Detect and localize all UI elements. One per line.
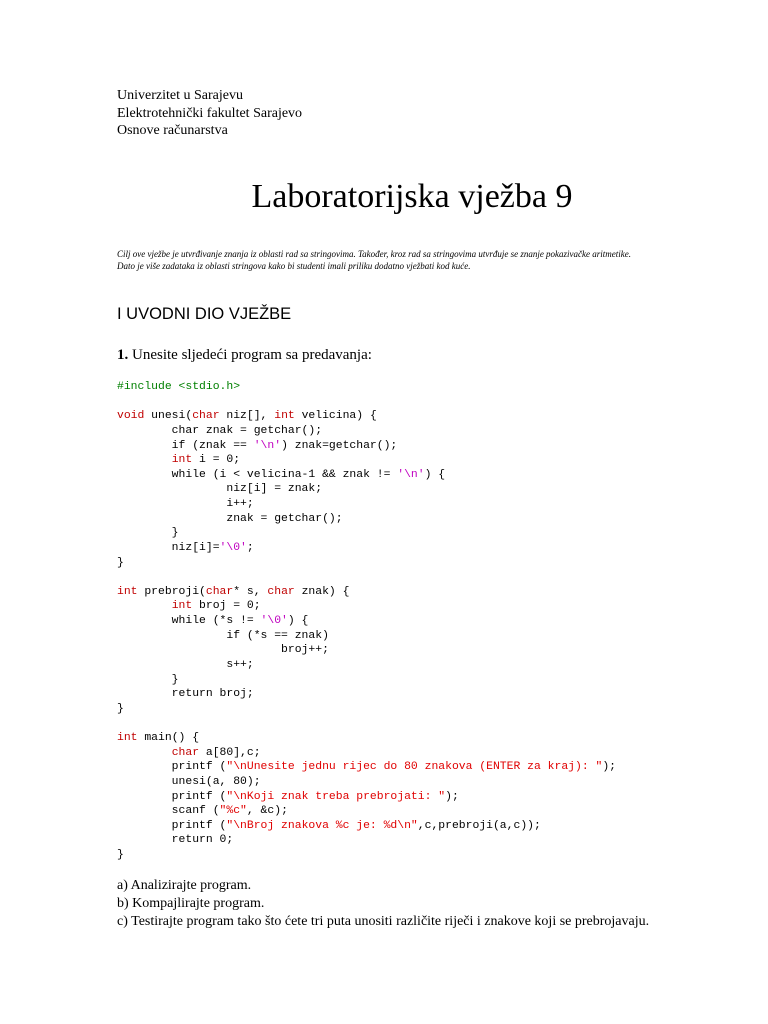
code-token: prebroji( xyxy=(137,585,206,598)
code-line xyxy=(117,658,616,673)
step-item: b) Kompajlirajte program. xyxy=(117,896,265,911)
code-token: } xyxy=(117,849,124,861)
code-line xyxy=(117,570,616,585)
code-token: a[80],c; xyxy=(199,746,261,759)
code-listing xyxy=(117,380,616,863)
header xyxy=(117,87,302,140)
code-token: int xyxy=(171,454,193,467)
code-line xyxy=(117,468,616,483)
code-line xyxy=(117,497,616,512)
code-token: niz[i] = znak; xyxy=(117,483,323,496)
code-token: char xyxy=(192,410,220,423)
code-token: return broj; xyxy=(117,688,254,701)
code-token: i++; xyxy=(117,498,254,510)
code-line xyxy=(117,439,616,454)
code-line xyxy=(117,804,616,819)
steps-list xyxy=(117,877,649,931)
code-token: return 0; xyxy=(117,834,234,847)
code-token: ; xyxy=(246,541,254,554)
task-number: 1. xyxy=(117,347,129,363)
code-token: broj++; xyxy=(117,644,329,657)
code-token xyxy=(117,600,172,612)
intro-line: Dato je više zadataka iz oblasti stringova kako bi studenti imali priliku dodatno vježbati kod kuće. xyxy=(117,261,471,271)
code-token: } xyxy=(117,673,179,686)
code-token: #include <stdio.h> xyxy=(117,381,241,393)
code-token: int xyxy=(171,600,193,613)
code-token: znak) { xyxy=(294,585,350,598)
code-token: if (znak == xyxy=(117,439,254,452)
code-token: velicina) { xyxy=(294,410,377,423)
code-line xyxy=(117,643,616,658)
code-token: int xyxy=(117,732,138,744)
code-token: '\n' xyxy=(397,468,425,481)
step-item: a) Analizirajte program. xyxy=(117,878,252,893)
faculty-name: Elektrotehnički fakultet Sarajevo xyxy=(117,105,303,121)
code-token: broj = 0; xyxy=(192,600,261,613)
code-line xyxy=(117,526,616,541)
course-name: Osnove računarstva xyxy=(117,123,228,138)
code-token: int xyxy=(274,410,295,423)
code-token: while (i < velicina-1 && znak != xyxy=(117,468,398,481)
code-line xyxy=(117,599,616,614)
code-token: * s, xyxy=(233,585,268,598)
code-token: i = 0; xyxy=(192,454,241,467)
code-line xyxy=(117,629,616,644)
code-token xyxy=(117,747,172,759)
code-token: scanf ( xyxy=(117,805,220,818)
code-token: znak = getchar(); xyxy=(117,512,343,525)
code-token: } xyxy=(117,527,179,540)
code-token: "\nUnesite jednu rijec do 80 znakova (ENTER za kraj): " xyxy=(226,761,603,774)
code-token: ) { xyxy=(287,615,309,627)
code-token: main() { xyxy=(137,732,200,744)
university-name: Univerzitet u Sarajevu xyxy=(117,88,243,103)
code-token: "%c" xyxy=(219,805,247,818)
code-token: s++; xyxy=(117,658,254,671)
code-line xyxy=(117,585,616,600)
code-line xyxy=(117,673,616,688)
code-token: while (*s != xyxy=(117,615,261,627)
code-line xyxy=(117,833,616,848)
code-token: int xyxy=(117,585,138,598)
code-token: printf ( xyxy=(117,761,227,774)
code-line xyxy=(117,746,616,761)
code-token: } xyxy=(117,702,124,715)
code-token: "\nKoji znak treba prebrojati: " xyxy=(226,790,446,803)
code-token: printf ( xyxy=(117,790,227,803)
code-line xyxy=(117,395,616,410)
code-token: ); xyxy=(445,790,459,803)
code-line xyxy=(117,716,616,731)
code-token: niz[], xyxy=(219,410,275,423)
code-token: unesi( xyxy=(144,410,193,423)
code-token: ,c,prebroji(a,c)); xyxy=(417,819,541,832)
code-token: if (*s == znak) xyxy=(117,629,329,642)
code-token: void xyxy=(117,410,145,423)
code-line xyxy=(117,760,616,775)
code-line xyxy=(117,424,616,439)
code-token: unesi(a, 80); xyxy=(117,775,261,788)
code-line xyxy=(117,702,616,717)
code-token: ); xyxy=(602,761,616,774)
code-token: char xyxy=(267,585,295,598)
code-token: } xyxy=(117,556,124,569)
code-line xyxy=(117,453,616,468)
intro-paragraph xyxy=(117,248,717,272)
code-line xyxy=(117,512,616,527)
code-token xyxy=(117,454,172,466)
code-token: char znak = getchar(); xyxy=(117,424,323,437)
code-token: "\nBroj znakova %c je: %d\n" xyxy=(226,819,418,832)
code-token: char xyxy=(205,585,234,598)
task-text: Unesite sljedeći program sa predavanja: xyxy=(128,347,372,363)
code-token: ) { xyxy=(424,468,446,481)
document-title: Laboratorijska vježba 9 xyxy=(251,178,573,215)
code-line xyxy=(117,775,616,790)
code-token: ) znak=getchar(); xyxy=(281,439,398,452)
code-token: '\0' xyxy=(219,541,247,554)
code-token: niz[i]= xyxy=(117,541,220,554)
code-line xyxy=(117,409,616,424)
code-line xyxy=(117,380,616,395)
section-heading: I UVODNI DIO VJEŽBE xyxy=(117,305,292,323)
code-line xyxy=(117,819,616,834)
code-line xyxy=(117,556,616,571)
code-line xyxy=(117,848,616,863)
code-line xyxy=(117,614,616,629)
code-line xyxy=(117,482,616,497)
code-line xyxy=(117,687,616,702)
code-line xyxy=(117,790,616,805)
code-token: , &c); xyxy=(246,805,288,818)
code-token: printf ( xyxy=(117,819,227,832)
code-token: char xyxy=(171,746,200,759)
code-line xyxy=(117,541,616,556)
task-1 xyxy=(117,345,372,365)
step-item: c) Testirajte program tako što ćete tri puta unositi različite riječi i znakove koji se prebrojavaju. xyxy=(117,914,650,929)
intro-line: Cilj ove vježbe je utvrđivanje znanja iz oblasti rad sa stringovima. Također, kroz rad sa stringovima utvrđuje se znanje pokazivačke aritmetike. xyxy=(117,249,632,259)
code-token: '\n' xyxy=(253,439,282,452)
code-token: '\0' xyxy=(260,615,288,627)
code-line xyxy=(117,731,616,746)
